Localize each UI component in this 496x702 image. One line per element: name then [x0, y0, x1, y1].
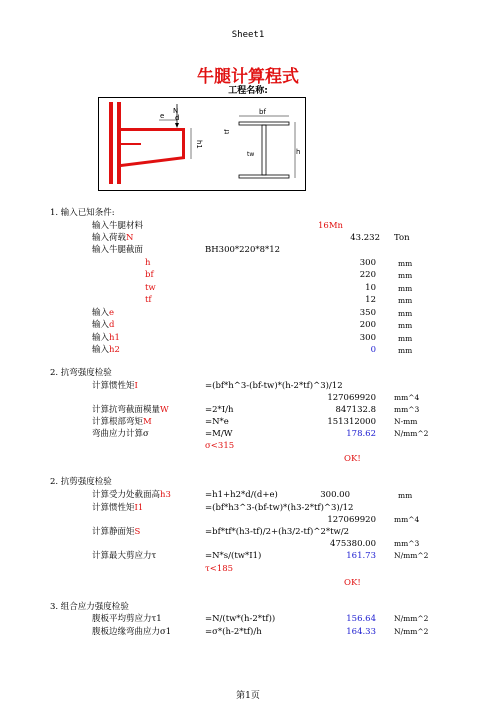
section-2b-heading: 2. 抗剪强度检验 [50, 477, 112, 487]
tau1-unit: N/mm^2 [394, 614, 429, 623]
section-bottom-flange [239, 175, 289, 178]
h3-value: 300.00 [320, 490, 350, 500]
I-label: 计算惯性矩I [92, 381, 138, 391]
tau1-value: 156.64 [346, 614, 376, 624]
column-flange-2 [117, 102, 121, 184]
h1-unit: mm [398, 334, 413, 343]
S-unit: mm^3 [394, 539, 420, 548]
tf-var: tf [145, 295, 152, 305]
page-footer: 第1页 [236, 691, 260, 701]
d-unit: mm [398, 321, 413, 330]
h-value: 300 [359, 258, 376, 268]
h2-label: 输入h2 [92, 345, 120, 355]
W-label: 计算抗弯截面模量W [92, 405, 169, 415]
sigma-formula: =M/W [205, 429, 233, 439]
bracket-diagram [98, 97, 306, 191]
diagram-label-N: N [173, 107, 179, 115]
I1-unit: mm^4 [394, 515, 420, 524]
tau-unit: N/mm^2 [394, 551, 429, 560]
diagram-label-h1: h1 [195, 140, 203, 149]
sigma1-unit: N/mm^2 [394, 627, 429, 636]
tw-unit: mm [398, 284, 413, 293]
d-label: 输入d [92, 320, 115, 330]
project-name-label: 工程名称: [228, 86, 268, 96]
diagram-label-tw: tw [247, 151, 255, 158]
M-label: 计算根部弯矩M [92, 417, 152, 427]
bf-value: 220 [359, 270, 376, 280]
I-formula: =(bf*h^3-(bf-tw)*(h-2*tf)^3)/12 [205, 381, 343, 391]
sigma1-label: 腹板边缘弯曲应力σ1 [92, 627, 172, 637]
shear-ok: OK! [344, 578, 361, 588]
load-label: 输入荷载N [92, 233, 134, 243]
I1-label: 计算惯性矩I1 [92, 503, 144, 513]
sigma-value: 178.62 [346, 429, 376, 439]
tau1-formula: =N/(tw*(h-2*tf)) [205, 614, 276, 624]
S-formula: =bf*tf*(h3-tf)/2+(h3/2-tf)^2*tw/2 [205, 527, 350, 537]
sigma1-formula: =σ*(h-2*tf)/h [205, 627, 262, 637]
M-value: 151312000 [327, 417, 376, 427]
sheet-header: Sheet1 [231, 30, 265, 40]
diagram-label-tf: tf [224, 129, 231, 134]
I1-value: 127069920 [327, 515, 376, 525]
e-unit: mm [398, 309, 413, 318]
h-unit: mm [398, 259, 413, 268]
tau-label: 计算最大剪应力τ [92, 551, 157, 561]
W-unit: mm^3 [394, 405, 420, 414]
h-var: h [145, 258, 151, 268]
load-unit: Ton [394, 233, 410, 243]
tau-value: 161.73 [346, 551, 376, 561]
bracket-diagram-svg [99, 98, 304, 189]
tau-formula: =N*s/(tw*I1) [205, 551, 262, 561]
diagram-label-e: e [160, 112, 165, 120]
bracket-bottom-flange [121, 156, 185, 167]
tau-check: τ<185 [205, 564, 234, 574]
M-formula: =N*e [205, 417, 229, 427]
h2-unit: mm [398, 346, 413, 355]
column-flange [109, 102, 113, 184]
diagram-label-d: d [175, 114, 180, 122]
tw-var: tw [145, 283, 156, 293]
bracket-top-flange [121, 128, 185, 131]
e-value: 350 [359, 308, 376, 318]
W-value: 847132.8 [335, 405, 376, 415]
h3-formula: =h1+h2*d/(d+e) [205, 490, 278, 500]
bending-ok: OK! [344, 454, 361, 464]
bf-var: bf [145, 270, 154, 280]
diagram-label-h: h [296, 148, 301, 156]
tw-value: 10 [365, 283, 376, 293]
section-label: 输入牛腿截面 [92, 245, 144, 255]
diagram-label-bf: bf [259, 108, 266, 116]
h1-value: 300 [359, 333, 376, 343]
section-3-heading: 3. 组合应力强度检验 [50, 602, 129, 612]
sigma-check: σ<315 [205, 441, 235, 451]
e-label: 输入e [92, 308, 115, 318]
bf-unit: mm [398, 271, 413, 280]
section-value: BH300*220*8*12 [205, 245, 281, 255]
d-value: 200 [359, 320, 376, 330]
h2-value: 0 [370, 345, 376, 355]
section-web [262, 125, 266, 175]
tf-value: 12 [365, 295, 376, 305]
bracket-end-plate [182, 128, 185, 159]
load-arrowhead [175, 123, 179, 128]
h3-unit: mm [398, 491, 413, 500]
tf-unit: mm [398, 296, 413, 305]
W-formula: =2*I/h [205, 405, 234, 415]
load-value: 43.232 [350, 233, 380, 243]
I-unit: mm^4 [394, 393, 420, 402]
S-value: 475380.00 [330, 539, 376, 549]
section-2a-heading: 2. 抗弯强度检验 [50, 368, 112, 378]
page-title: 牛腿计算程式 [197, 67, 299, 87]
section-top-flange [239, 122, 289, 125]
material-value: 16Mn [318, 221, 343, 231]
tau1-label: 腹板平均剪应力τ1 [92, 614, 162, 624]
I1-formula: =(bf*h3^3-(bf-tw)*(h3-2*tf)^3)/12 [205, 503, 354, 513]
I-value: 127069920 [327, 393, 376, 403]
stiffener [121, 143, 141, 145]
S-label: 计算静面矩S [92, 527, 141, 537]
material-label: 输入牛腿材料 [92, 221, 144, 231]
h3-label: 计算受力处截面高h3 [92, 490, 171, 500]
section-1-heading: 1. 输入已知条件: [50, 208, 115, 218]
sigma-unit: N/mm^2 [394, 429, 429, 438]
M-unit: N-mm [394, 417, 418, 426]
sigma-label: 弯曲应力计算σ [92, 429, 149, 439]
h1-label: 输入h1 [92, 333, 120, 343]
sigma1-value: 164.33 [346, 627, 376, 637]
